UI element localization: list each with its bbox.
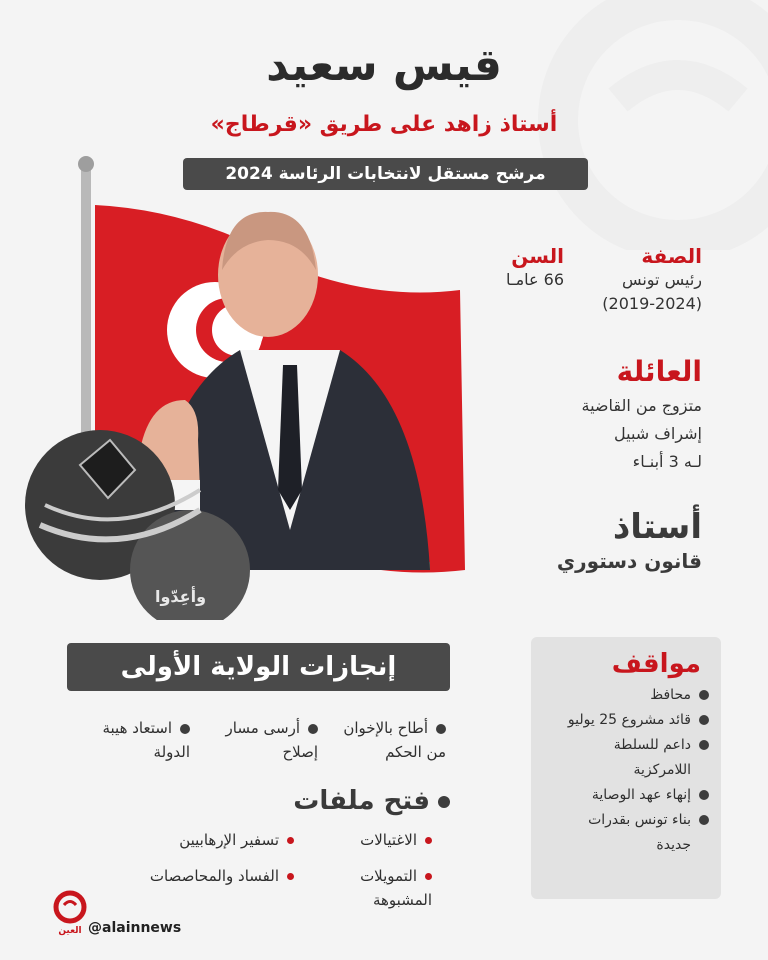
achievement-item: استعاد هيبة الدولة: [102, 719, 190, 761]
files-title: فتح ملفات: [230, 786, 450, 816]
page-subtitle: أستاذ زاهد على طريق «قرطاج»: [210, 112, 558, 137]
bullet-icon: [699, 690, 709, 700]
family-label: العائلة: [616, 355, 702, 388]
bullet-icon: [436, 724, 446, 734]
emblem-text: وأعِدّوا: [155, 587, 207, 606]
position-label: الصفة: [641, 244, 702, 268]
stance-item: داعم للسلطة: [531, 733, 709, 758]
position-line-2: (2019-2024): [602, 294, 702, 313]
bullet-icon: [425, 873, 432, 880]
position-line-1: رئيس تونس: [621, 270, 702, 289]
stances-title: مواقف: [611, 649, 701, 679]
family-block: [482, 352, 702, 476]
bullet-icon: [699, 790, 709, 800]
file-item: الفساد والمحاصصات: [124, 864, 294, 888]
file-item: التمويلات المشبوهة: [360, 867, 432, 909]
file-item: تسفير الإرهابيين: [124, 828, 294, 852]
bullet-icon: [308, 724, 318, 734]
age-label: السن: [511, 244, 564, 268]
age-block: [454, 244, 564, 292]
candidacy-banner: مرشح مستقل لانتخابات الرئاسة 2024: [183, 158, 588, 190]
profession-block: [482, 505, 702, 573]
family-line-2: إشراف شبيل: [614, 424, 702, 443]
bullet-icon: [438, 796, 450, 808]
bullet-icon: [287, 873, 294, 880]
profession-value: قانون دستوري: [556, 549, 702, 573]
bullet-icon: [699, 715, 709, 725]
stances-panel: مواقف محافظ قائد مشروع 25 يوليو داعم للسلطة اللامركزية إنهاء عهد الوصاية بناء تونس بقدرات جديدة: [531, 637, 721, 899]
family-line-1: متزوج من القاضية: [581, 396, 702, 415]
bullet-icon: [180, 724, 190, 734]
stance-item: محافظ: [531, 683, 709, 708]
profession-label: أستاذ: [612, 507, 702, 547]
age-value: 66 عامـا: [506, 270, 564, 289]
stance-item: إنهاء عهد الوصاية: [531, 783, 709, 808]
family-line-3: لـه 3 أبنـاء: [632, 452, 702, 471]
position-block: [552, 244, 702, 316]
alain-logo-icon: [53, 890, 87, 924]
stance-item: قائد مشروع 25 يوليو: [531, 708, 709, 733]
brand-logo-text: العين: [58, 926, 82, 936]
brand-logo: [50, 890, 90, 940]
achievements-title: إنجازات الولاية الأولى: [67, 643, 450, 691]
bullet-icon: [425, 837, 432, 844]
brand-handle[interactable]: @alainnews: [88, 920, 182, 936]
bullet-icon: [699, 740, 709, 750]
stance-item: بناء تونس بقدرات: [531, 808, 709, 833]
achievement-item: أرسى مسار إصلاح: [225, 719, 318, 761]
bullet-icon: [287, 837, 294, 844]
hero-illustration: [0, 150, 480, 620]
file-item: الاغتيالات: [302, 828, 432, 852]
achievement-item: أطاح بالإخوان من الحكم: [343, 719, 446, 761]
bullet-icon: [699, 815, 709, 825]
page-title: قيس سعيد: [266, 40, 502, 91]
